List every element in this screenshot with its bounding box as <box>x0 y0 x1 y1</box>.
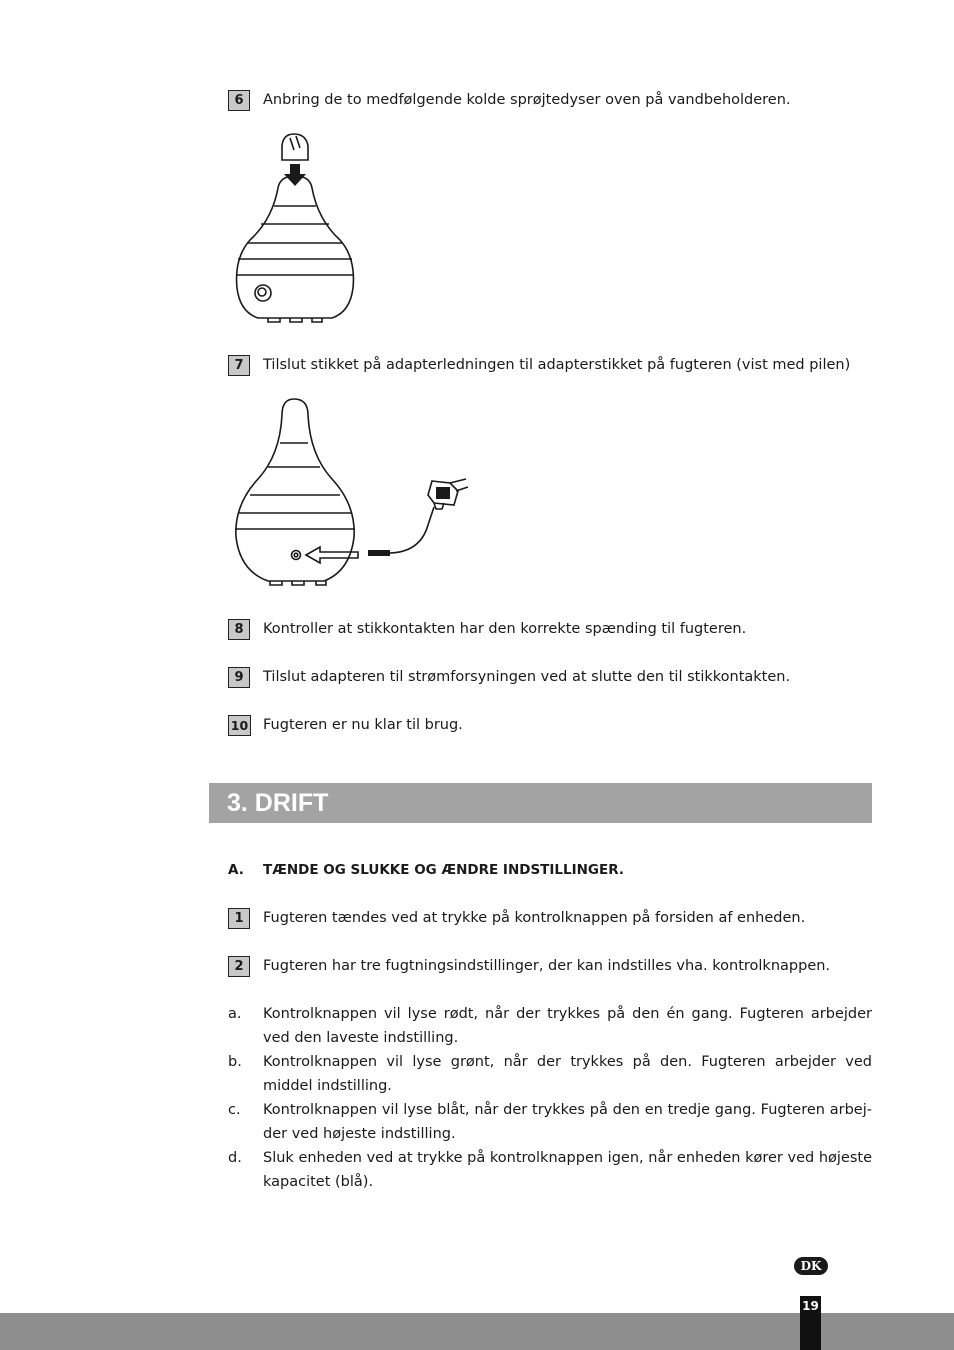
step-text: Kontroller at stikkontakten har den korrekte spænding til fugteren. <box>263 621 747 637</box>
subsection-title: TÆNDE OG SLUKKE OG ÆNDRE INDSTILLINGER. <box>263 862 624 878</box>
list-letter: b. <box>228 1054 242 1070</box>
section-header-bar <box>209 783 872 823</box>
nozzle-placement-illustration <box>228 128 368 328</box>
step-text: Fugteren tændes ved at trykke på kontrolknappen på forsiden af enheden. <box>263 910 806 926</box>
step-number: 7 <box>228 355 250 376</box>
step-number: 2 <box>228 956 250 977</box>
list-letter: d. <box>228 1150 242 1166</box>
step-text: Fugteren er nu klar til brug. <box>263 717 463 733</box>
step-number: 1 <box>228 908 250 929</box>
step-number: 8 <box>228 619 250 640</box>
step-text: Anbring de to medfølgende kolde sprøjtedyser oven på vandbeholderen. <box>263 92 791 108</box>
step-number: 9 <box>228 667 250 688</box>
list-text: Sluk enheden ved at trykke på kontrolknappen igen, når enheden kører ved højeste kapacitet (blå). <box>263 1150 872 1190</box>
step-number: 10 <box>228 715 251 736</box>
step-text: Tilslut adapteren til strømforsyningen ved at slutte den til stikkontakten. <box>263 669 791 685</box>
list-letter: a. <box>228 1006 242 1022</box>
step-text: Fugteren har tre fugtningsindstillinger, der kan indstilles vha. kontrolknappen. <box>263 958 831 974</box>
subsection-label: A. <box>228 862 244 878</box>
step-number: 6 <box>228 90 250 111</box>
adapter-connection-illustration <box>228 395 473 590</box>
page-number: 19 <box>800 1296 821 1350</box>
step-text: Tilslut stikket på adapterledningen til adapterstikket på fugteren (vist med pilen) <box>263 357 851 373</box>
section-title: 3. DRIFT <box>227 789 329 817</box>
list-text: Kontrolknappen vil lyse rødt, når der trykkes på den én gang. Fugteren arbejder ved den laveste indstilling. <box>263 1006 872 1046</box>
list-text: Kontrolknappen vil lyse grønt, når der trykkes på den. Fugteren arbejder ved middel indstilling. <box>263 1054 872 1094</box>
list-letter: c. <box>228 1102 241 1118</box>
language-badge: DK <box>794 1257 828 1275</box>
list-text: Kontrolknappen vil lyse blåt, når der trykkes på den en tredje gang. Fugteren arbej-der ved højeste indstilling. <box>263 1102 872 1142</box>
